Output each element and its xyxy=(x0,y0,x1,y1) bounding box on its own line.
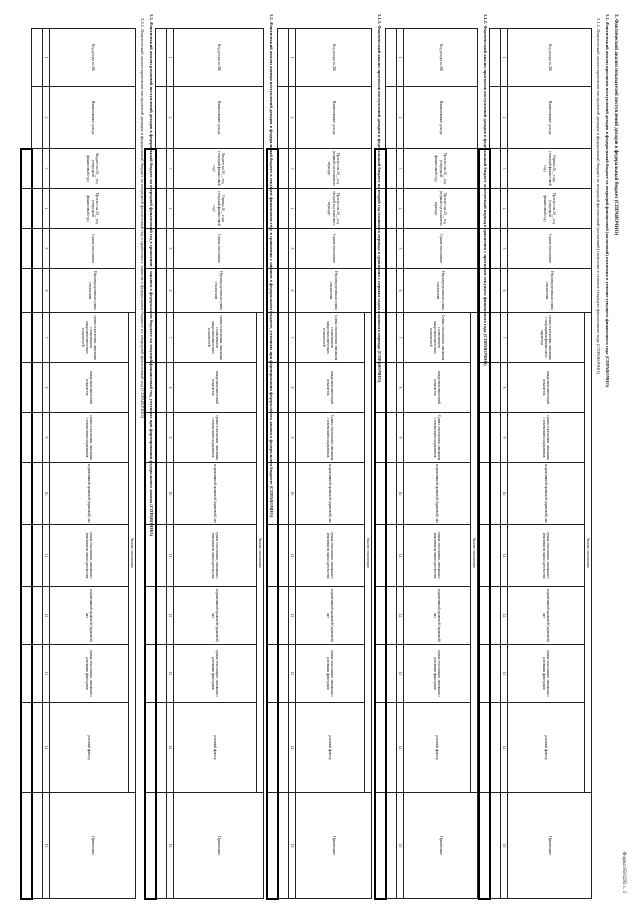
total-cell[interactable] xyxy=(375,645,386,703)
column-header-cell: Нераспределенная сумма отклонения xyxy=(296,269,372,313)
group-header-cell: Анализ отклонения xyxy=(257,313,264,793)
data-cell[interactable] xyxy=(156,587,167,645)
column-header-cell: Примечание xyxy=(174,793,264,899)
column-number-cell: 6 xyxy=(167,269,174,313)
column-number-cell: 12 xyxy=(289,587,296,645)
total-cell[interactable] xyxy=(479,363,490,413)
column-number-cell: 4 xyxy=(167,189,174,229)
column-number-cell: 9 xyxy=(501,413,508,463)
column-header-cell: разовый фактор xyxy=(50,703,129,793)
column-header-cell: сумма отклонения, связанная с разовыми факторами xyxy=(174,645,257,703)
total-cell[interactable] xyxy=(21,463,32,525)
total-cell[interactable] xyxy=(375,525,386,587)
data-cell[interactable] xyxy=(386,645,397,703)
total-cell[interactable] xyxy=(21,793,32,899)
column-number-cell: 9 xyxy=(43,413,50,463)
column-header-cell: сумма отклонения, связанная с изменением нормативов xyxy=(174,413,257,463)
column-number-cell: 11 xyxy=(43,525,50,587)
column-header-cell: сумма отклонения, связанная с разовыми факторами xyxy=(296,645,365,703)
data-cell[interactable] xyxy=(278,189,289,229)
column-header-cell: разовый фактор xyxy=(174,703,257,793)
data-cell[interactable] xyxy=(278,645,289,703)
data-cell[interactable] xyxy=(278,313,289,363)
column-header-cell: Сумма отклонения xyxy=(508,229,592,269)
column-header-cell: разовый фактор xyxy=(404,703,471,793)
data-cell[interactable] xyxy=(386,87,397,149)
data-cell[interactable] xyxy=(278,269,289,313)
group-header-cell: Анализ отклонения xyxy=(129,313,136,793)
data-cell[interactable] xyxy=(32,525,43,587)
column-header-cell: сумма отклонения, связанная с разовыми факторами xyxy=(50,645,129,703)
column-number-cell: 1 xyxy=(43,29,50,87)
data-cell[interactable] xyxy=(278,463,289,525)
column-number-cell: 11 xyxy=(501,525,508,587)
section-title: 3. Фактический анализ показателей поступлений доходов в федеральный бюджет (СПРАВОЧНО) xyxy=(613,14,618,236)
data-cell[interactable] xyxy=(156,703,167,793)
data-cell[interactable] xyxy=(490,229,501,269)
column-number-cell: 7 xyxy=(43,313,50,363)
column-number-cell: 1 xyxy=(501,29,508,87)
column-header-cell: сумма отклонения, связанная с разовыми факторами xyxy=(508,645,585,703)
column-number-cell: 5 xyxy=(501,229,508,269)
total-cell[interactable] xyxy=(267,525,278,587)
column-number-cell: 2 xyxy=(501,87,508,149)
column-header-cell: макроэкономический показатель xyxy=(296,363,365,413)
column-header-cell: Сумма отклонения, связанная с изменением нормативов xyxy=(404,413,471,463)
data-cell[interactable] xyxy=(32,87,43,149)
column-header-cell: Сумма отклонения, связанная с изменением макроэкономических показателей xyxy=(404,313,471,363)
column-number-cell: 15 xyxy=(43,793,50,899)
column-number-cell: 9 xyxy=(289,413,296,463)
analysis-table xyxy=(374,28,478,900)
data-cell[interactable] xyxy=(490,645,501,703)
column-header-cell: Примечание xyxy=(508,793,592,899)
data-cell[interactable] xyxy=(156,463,167,525)
data-cell[interactable] xyxy=(386,29,397,87)
column-header-cell: сумма отклонения, связанная с изменением законодательства xyxy=(50,525,129,587)
data-cell[interactable] xyxy=(156,29,167,87)
data-cell[interactable] xyxy=(156,313,167,363)
column-number-cell: 8 xyxy=(289,363,296,413)
column-number-cell: 8 xyxy=(501,363,508,413)
column-number-cell: 9 xyxy=(397,413,404,463)
column-header-cell: Сумма отклонения xyxy=(296,229,372,269)
column-header-cell: макроэкономический показатель xyxy=(508,363,585,413)
column-header-cell: Код дохода по БК xyxy=(404,29,478,87)
data-cell[interactable] xyxy=(278,87,289,149)
data-cell[interactable] xyxy=(156,269,167,313)
data-cell[interactable] xyxy=(490,793,501,899)
column-number-cell: 10 xyxy=(289,463,296,525)
analysis-table xyxy=(20,28,136,900)
column-header-cell: Нераспределенная сумма отклонения xyxy=(50,269,136,313)
column-number-cell: 15 xyxy=(289,793,296,899)
column-header-cell: макроэкономический показатель xyxy=(50,363,129,413)
column-number-cell: 13 xyxy=(397,645,404,703)
total-cell[interactable] xyxy=(21,703,32,793)
data-cell[interactable] xyxy=(386,413,397,463)
column-header-cell: Наименование дохода xyxy=(296,87,372,149)
column-number-cell: 7 xyxy=(501,313,508,363)
data-cell[interactable] xyxy=(490,463,501,525)
column-number-cell: 2 xyxy=(289,87,296,149)
data-cell[interactable] xyxy=(490,87,501,149)
total-cell[interactable] xyxy=(145,703,156,793)
data-cell[interactable] xyxy=(156,363,167,413)
data-cell[interactable] xyxy=(32,363,43,413)
column-number-cell: 2 xyxy=(43,87,50,149)
column-header-cell: Наименование дохода xyxy=(404,87,478,149)
data-cell[interactable] xyxy=(278,525,289,587)
total-cell[interactable] xyxy=(21,189,32,229)
column-header-cell: Прогноз на 20__ год (второй год планового периода) xyxy=(296,189,372,229)
column-header-cell: Код дохода по БК xyxy=(508,29,592,87)
column-header-cell: Наименование дохода xyxy=(50,87,136,149)
total-cell[interactable] xyxy=(375,413,386,463)
total-cell[interactable] xyxy=(267,793,278,899)
data-cell[interactable] xyxy=(490,313,501,363)
column-number-cell: 10 xyxy=(43,463,50,525)
column-number-cell: 15 xyxy=(167,793,174,899)
data-cell[interactable] xyxy=(386,363,397,413)
column-header-cell: нормативный правовой (правовой) акт xyxy=(404,463,471,525)
column-header-cell: Бюджет на 20__ год (текущий финансовый год) xyxy=(174,149,264,189)
column-number-cell: 13 xyxy=(167,645,174,703)
total-cell[interactable] xyxy=(21,363,32,413)
data-cell[interactable] xyxy=(278,703,289,793)
data-cell[interactable] xyxy=(386,463,397,525)
data-cell[interactable] xyxy=(278,229,289,269)
column-number-cell: 2 xyxy=(167,87,174,149)
column-number-cell: 15 xyxy=(397,793,404,899)
column-number-cell: 6 xyxy=(43,269,50,313)
column-header-cell: Наименование дохода xyxy=(508,87,592,149)
column-number-cell: 1 xyxy=(397,29,404,87)
data-cell[interactable] xyxy=(32,29,43,87)
data-cell[interactable] xyxy=(156,149,167,189)
column-header-cell: Примечание xyxy=(404,793,478,899)
data-cell[interactable] xyxy=(156,87,167,149)
data-cell[interactable] xyxy=(490,29,501,87)
column-number-cell: 5 xyxy=(167,229,174,269)
total-cell[interactable] xyxy=(145,793,156,899)
total-cell[interactable] xyxy=(479,463,490,525)
total-cell[interactable] xyxy=(267,703,278,793)
total-cell[interactable] xyxy=(21,525,32,587)
data-cell[interactable] xyxy=(32,463,43,525)
column-number-cell: 5 xyxy=(43,229,50,269)
data-cell[interactable] xyxy=(278,587,289,645)
total-cell[interactable] xyxy=(375,793,386,899)
column-header-cell: сумма отклонения, связанная с изменением законодательства xyxy=(296,525,365,587)
subsection-subtitle: 3.3.1. Фактический анализ прогнозов поступлений доходов в федеральный бюджет на очередной финансовый год в сравнении с законом о федеральном бюджете на очередной финансовый год (СПРАВОЧНО) xyxy=(140,18,145,418)
subsection-title: 3.1.2. Фактический анализ прогнозов поступлений доходов в федеральный бюджет за отчетный период в сравнении с прогнозом текущего финансового года (СПРАВОЧНО) xyxy=(483,14,488,366)
total-cell[interactable] xyxy=(375,587,386,645)
column-header-cell: макроэкономический показатель xyxy=(174,363,257,413)
subsection-title: 3.1. Фактический анализ прогнозов поступлений доходов в федеральный бюджет от операций финансовой (налоговой) политики в течение текущего финансового года (СПРАВОЧНО) xyxy=(605,14,610,388)
total-cell[interactable] xyxy=(479,587,490,645)
column-number-cell: 8 xyxy=(397,363,404,413)
total-cell[interactable] xyxy=(479,703,490,793)
column-number-cell: 10 xyxy=(167,463,174,525)
data-cell[interactable] xyxy=(32,229,43,269)
data-cell[interactable] xyxy=(386,587,397,645)
column-header-cell: сумма отклонения, связанная с изменением законодательства xyxy=(508,525,585,587)
total-cell[interactable] xyxy=(375,703,386,793)
data-cell[interactable] xyxy=(156,793,167,899)
total-cell[interactable] xyxy=(21,313,32,363)
column-number-cell: 2 xyxy=(397,87,404,149)
column-header-cell: сумма отклонения, связанная с изменением законодательства xyxy=(174,525,257,587)
data-cell[interactable] xyxy=(156,229,167,269)
column-number-cell: 4 xyxy=(501,189,508,229)
data-cell[interactable] xyxy=(490,587,501,645)
column-number-cell: 11 xyxy=(167,525,174,587)
column-header-cell: Наименование дохода xyxy=(174,87,264,149)
column-number-cell: 10 xyxy=(501,463,508,525)
data-cell[interactable] xyxy=(386,149,397,189)
analysis-table xyxy=(478,28,592,900)
total-cell[interactable] xyxy=(145,587,156,645)
total-cell[interactable] xyxy=(375,463,386,525)
column-header-cell: Прогноз на 20__ год (первый год планового периода) xyxy=(296,149,372,189)
column-number-cell: 6 xyxy=(289,269,296,313)
data-cell[interactable] xyxy=(490,149,501,189)
column-number-cell: 15 xyxy=(501,793,508,899)
column-number-cell: 11 xyxy=(397,525,404,587)
column-header-cell: Нераспределенная сумма отклонения xyxy=(174,269,264,313)
column-header-cell: Сумма отклонения xyxy=(174,229,264,269)
column-number-cell: 14 xyxy=(289,703,296,793)
data-cell[interactable] xyxy=(386,313,397,363)
column-number-cell: 6 xyxy=(501,269,508,313)
column-header-cell: нормативный правовой (правовой) акт xyxy=(50,587,129,645)
column-header-cell: Прогноз на 20__ год (очередной финансовый год) xyxy=(50,189,136,229)
column-number-cell: 3 xyxy=(289,149,296,189)
total-cell[interactable] xyxy=(479,413,490,463)
group-header-cell: Анализ отклонения xyxy=(471,313,478,793)
column-number-cell: 12 xyxy=(167,587,174,645)
total-cell[interactable] xyxy=(267,587,278,645)
data-cell[interactable] xyxy=(386,269,397,313)
data-cell[interactable] xyxy=(386,525,397,587)
column-number-cell: 14 xyxy=(167,703,174,793)
column-number-cell: 5 xyxy=(289,229,296,269)
group-header-cell: Анализ отклонения xyxy=(365,313,372,793)
column-number-cell: 8 xyxy=(167,363,174,413)
column-number-cell: 7 xyxy=(397,313,404,363)
group-header-cell: Анализ отклонения xyxy=(585,313,592,793)
column-number-cell: 13 xyxy=(43,645,50,703)
total-cell xyxy=(21,29,32,87)
form-code-label: Форма 0503295 с. 3 xyxy=(621,851,626,893)
data-cell[interactable] xyxy=(156,413,167,463)
column-number-cell: 4 xyxy=(397,189,404,229)
data-cell[interactable] xyxy=(32,313,43,363)
data-cell[interactable] xyxy=(32,793,43,899)
subsection-subtitle: 3.1.1. Фактический анализ прогнозов поступлений доходов в федеральный бюджет от операций финансовой (налоговой) политики в течение текущего финансового года (СПРАВОЧНО) xyxy=(596,18,601,374)
column-number-cell: 9 xyxy=(167,413,174,463)
column-header-cell: нормативный правовой (правовой) акт xyxy=(296,587,365,645)
data-cell[interactable] xyxy=(278,363,289,413)
data-cell[interactable] xyxy=(32,587,43,645)
column-number-cell: 10 xyxy=(397,463,404,525)
total-cell[interactable] xyxy=(21,269,32,313)
column-header-cell: разовый фактор xyxy=(296,703,365,793)
column-header-cell: Примечание xyxy=(296,793,372,899)
column-header-cell: Код дохода по БК xyxy=(50,29,136,87)
column-number-cell: 3 xyxy=(501,149,508,189)
column-header-cell: Сумма отклонения xyxy=(404,229,478,269)
subsection-title: 3.3. Фактический анализ различий поступлений доходов в федеральный бюджет на очередной финансовый год в сравнении с законом о федеральном бюджете на текущий финансовый год, учтенных при формировании федерального закона (СПРАВОЧНО) xyxy=(149,14,154,537)
data-cell[interactable] xyxy=(278,413,289,463)
total-cell[interactable] xyxy=(21,229,32,269)
data-cell[interactable] xyxy=(32,149,43,189)
data-cell[interactable] xyxy=(386,703,397,793)
column-number-cell: 12 xyxy=(501,587,508,645)
data-cell[interactable] xyxy=(490,703,501,793)
total-cell[interactable] xyxy=(21,149,32,189)
total-cell[interactable] xyxy=(21,413,32,463)
column-number-cell: 1 xyxy=(289,29,296,87)
total-cell[interactable] xyxy=(479,793,490,899)
data-cell[interactable] xyxy=(156,189,167,229)
column-number-cell: 4 xyxy=(289,189,296,229)
data-cell[interactable] xyxy=(490,363,501,413)
column-number-cell: 8 xyxy=(43,363,50,413)
data-cell[interactable] xyxy=(32,413,43,463)
column-number-cell: 12 xyxy=(43,587,50,645)
data-cell[interactable] xyxy=(32,703,43,793)
data-cell[interactable] xyxy=(386,189,397,229)
data-cell[interactable] xyxy=(278,793,289,899)
column-header-cell: Прогноз на 20__ год (первый год планового периода) xyxy=(404,189,478,229)
data-cell[interactable] xyxy=(490,525,501,587)
column-number-cell: 3 xyxy=(43,149,50,189)
column-number-cell: 5 xyxy=(397,229,404,269)
column-header-cell: разовый фактор xyxy=(508,703,585,793)
data-cell[interactable] xyxy=(32,645,43,703)
column-header-cell: сумма отклонения, связанная с изменением нормативов xyxy=(508,413,585,463)
column-header-cell: нормативный правовой (правовой) акт xyxy=(508,587,585,645)
data-cell[interactable] xyxy=(490,413,501,463)
column-number-cell: 7 xyxy=(167,313,174,363)
total-cell[interactable] xyxy=(21,645,32,703)
column-header-cell: сумма отклонения, связанная с изменением нормативов xyxy=(50,413,129,463)
total-cell[interactable] xyxy=(21,587,32,645)
column-header-cell: Оценка 20__ года (текущий финансовый год) xyxy=(174,189,264,229)
data-cell[interactable] xyxy=(156,645,167,703)
column-number-cell: 1 xyxy=(167,29,174,87)
column-header-cell: нормативный правовой (правовой) акт xyxy=(174,587,257,645)
data-cell[interactable] xyxy=(32,269,43,313)
column-header-cell: Нераспределенная сумма отклонения xyxy=(404,269,478,313)
column-header-cell: сумма отклонения, связанная с разовыми факторами xyxy=(404,645,471,703)
column-header-cell: сумма отклонения, связанная с изменением законодательства xyxy=(404,525,471,587)
column-header-cell: Прогноз на 20__ год (очередной финансовый год) xyxy=(404,149,478,189)
column-header-cell: Примечание xyxy=(50,793,136,899)
column-header-cell: нормативный правовой (правовой) акт xyxy=(404,587,471,645)
subsection-title: 3.1.3. Фактический анализ прогнозов поступлений доходов в федеральный бюджет на второй год планового периода в сравнении с первым годом планового периода (СПРАВОЧНО) xyxy=(377,14,382,383)
column-header-cell: макроэкономический показатель xyxy=(404,363,471,413)
data-cell[interactable] xyxy=(156,525,167,587)
data-cell[interactable] xyxy=(386,229,397,269)
column-header-cell: Код дохода по БК xyxy=(174,29,264,87)
column-header-cell: нормативный правовой (правовой) акт xyxy=(50,463,129,525)
column-header-cell: нормативный правовой (правовой) акт xyxy=(174,463,257,525)
column-header-cell: Прогноз на 20__ год (очередной финансовый год) xyxy=(508,189,592,229)
column-header-cell: сумма отклонения, связанная с операциями финансового характера xyxy=(508,313,585,363)
column-header-cell: Сумма отклонения, связанная с изменением нормативов xyxy=(296,413,365,463)
subsection-title: 3.2. Фактический анализ оценки поступлений доходов в федеральный бюджет в текущем финансовом году в сравнении с законом о федеральном бюджете, учтенных при формировании федерального закона о федеральном бюджете (СПРАВОЧНО) xyxy=(269,14,274,518)
column-header-cell: нормативный правовой (правовой) акт xyxy=(296,463,365,525)
column-number-cell: 7 xyxy=(289,313,296,363)
analysis-table xyxy=(144,28,264,900)
column-number-cell: 14 xyxy=(43,703,50,793)
data-cell[interactable] xyxy=(490,189,501,229)
total-cell[interactable] xyxy=(145,645,156,703)
column-header-cell: нормативный правовой (правовой) акт xyxy=(508,463,585,525)
total-cell[interactable] xyxy=(479,645,490,703)
data-cell[interactable] xyxy=(386,793,397,899)
column-header-cell: сумма отклонения, связанная с изменением макроэкономических показателей xyxy=(174,313,257,363)
data-cell[interactable] xyxy=(278,149,289,189)
total-cell xyxy=(21,87,32,149)
data-cell[interactable] xyxy=(32,189,43,229)
column-number-cell: 14 xyxy=(397,703,404,793)
data-cell[interactable] xyxy=(490,269,501,313)
column-number-cell: 12 xyxy=(397,587,404,645)
column-number-cell: 6 xyxy=(397,269,404,313)
column-header-cell: Бюджет на 20__ год (очередной финансовый год) xyxy=(50,149,136,189)
column-number-cell: 14 xyxy=(501,703,508,793)
total-cell[interactable] xyxy=(479,525,490,587)
column-header-cell: Код дохода по БК xyxy=(296,29,372,87)
column-header-cell: Оценка 20__ года (текущий финансовый год) xyxy=(508,149,592,189)
total-cell[interactable] xyxy=(267,645,278,703)
column-number-cell: 13 xyxy=(501,645,508,703)
data-cell[interactable] xyxy=(278,29,289,87)
column-header-cell: Сумма отклонения xyxy=(50,229,136,269)
column-number-cell: 11 xyxy=(289,525,296,587)
column-number-cell: 3 xyxy=(167,149,174,189)
column-header-cell: Сумма отклонения, связанная с изменением макроэкономических показателей xyxy=(296,313,365,363)
analysis-table xyxy=(266,28,372,900)
column-header-cell: сумма отклонения, связанная с изменением макроэкономических показателей xyxy=(50,313,129,363)
column-number-cell: 4 xyxy=(43,189,50,229)
column-number-cell: 13 xyxy=(289,645,296,703)
column-header-cell: Нераспределенная сумма отклонения xyxy=(508,269,592,313)
column-number-cell: 3 xyxy=(397,149,404,189)
